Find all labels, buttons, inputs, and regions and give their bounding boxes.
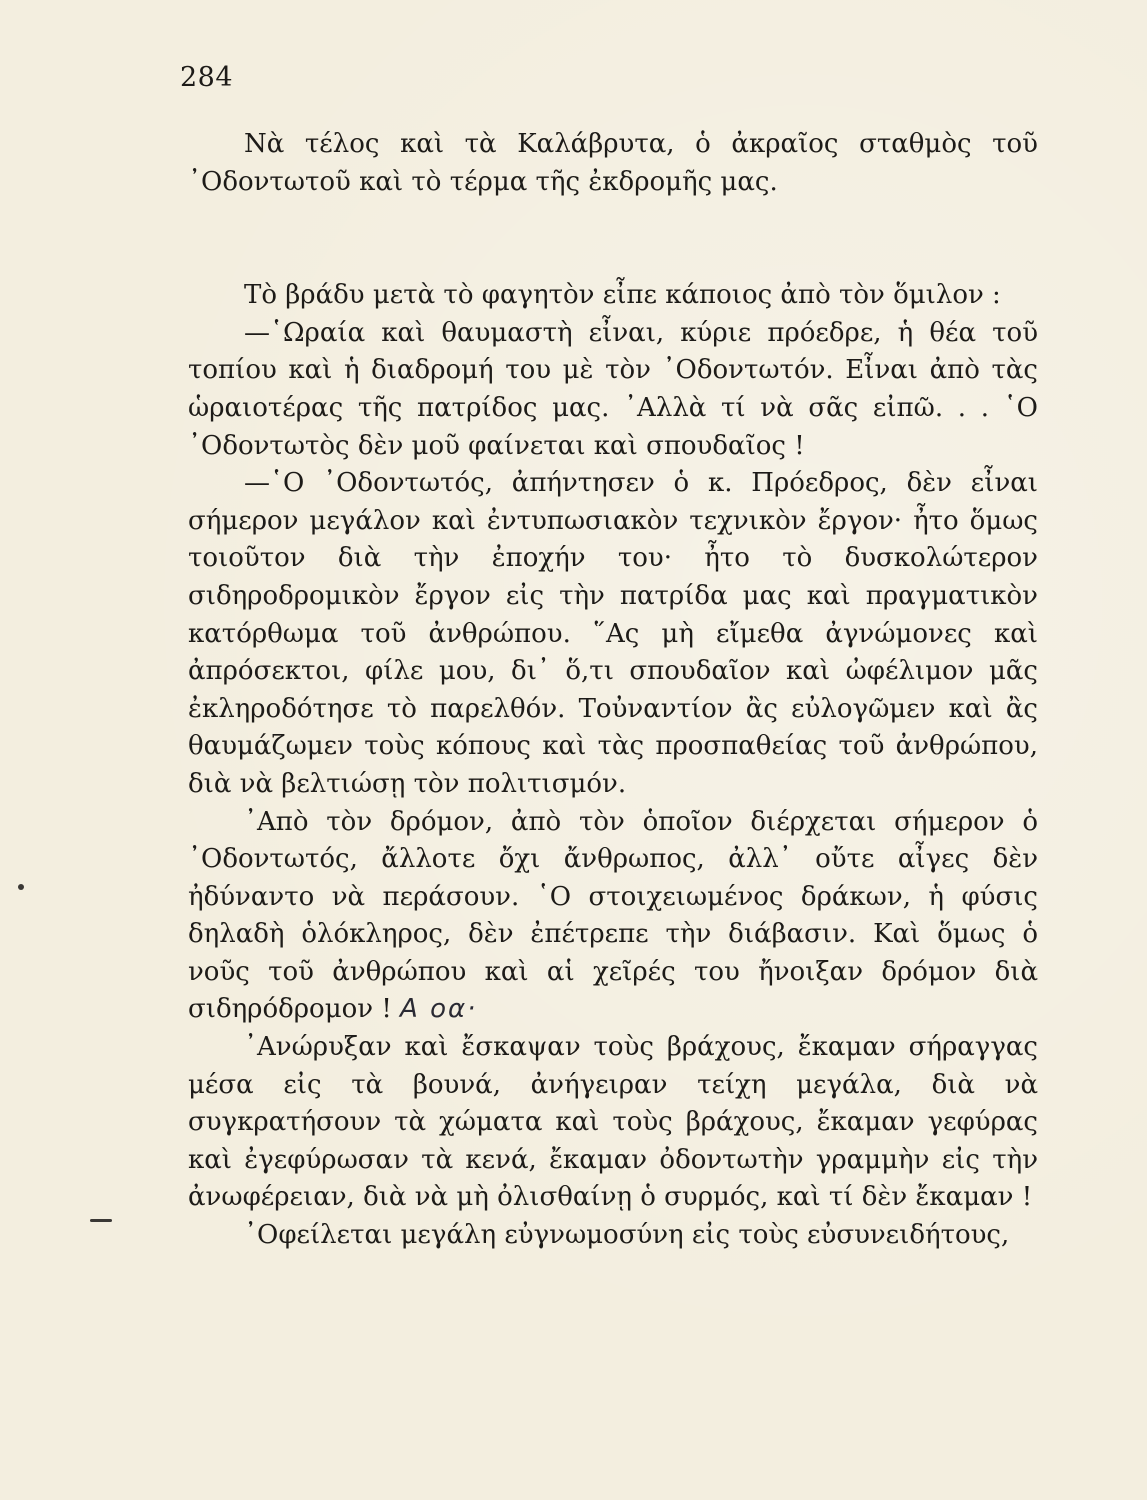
page-number: 284 bbox=[180, 62, 234, 93]
handwritten-note: Α οα· bbox=[400, 994, 478, 1025]
paragraph-2: Τὸ βράδυ μετὰ τὸ φαγητὸν εἶπε κάποιος ἀπὸ τὸν ὅμιλον : bbox=[244, 280, 1001, 311]
paragraph-4: —῾Ο ᾽Οδοντωτός, ἀπήντησεν ὁ κ. Πρόεδρος, δὲν εἶναι σήμερον μεγάλον καὶ ἐντυπωσιακὸν τεχνικὸν ἔργον· ἦτο ὅμως τοιοῦτον διὰ τὴν ἐποχήν του· ἦτο τὸ δυσκολώτερον σιδηροδρομικὸν ἔργον εἰς τὴν πατρίδα μας καὶ πραγματικὸν κατόρθωμα τοῦ ἀνθρώπου. ῞Ας μὴ εἴμεθα ἀγνώμονες καὶ ἀπρόσεκτοι, φίλε μου, δι᾽ ὅ,τι σπουδαῖον καὶ ὠφέλιμον μᾶς ἐκληροδότησε τὸ παρελθόν. Τοὐναντίον ἂς εὐλογῶμεν καὶ ἂς θαυμάζωμεν τοὺς κόπους καὶ τὰς προσπαθείας τοῦ ἀνθρώπου, διὰ νὰ βελτιώσῃ τὸν πολιτισμόν. bbox=[188, 468, 1038, 799]
paragraph-7: ᾽Οφείλεται μεγάλη εὐγνωμοσύνη εἰς τοὺς εὐσυνειδήτους, bbox=[244, 1220, 1010, 1251]
paragraph-1: Νὰ τέλος καὶ τὰ Καλάβρυτα, ὁ ἀκραῖος σταθμὸς τοῦ ᾽Οδοντωτοῦ καὶ τὸ τέρμα τῆς ἐκδρομῆς μας. bbox=[188, 129, 1038, 197]
paragraph-5-text: ᾽Απὸ τὸν δρόμον, ἀπὸ τὸν ὁποῖον διέρχεται σήμερον ὁ ᾽Οδοντωτός, ἄλλοτε ὄχι ἄνθρωπος, ἀλλ᾽ οὔτε αἶγες δὲν ἠδύναντο νὰ περάσουν. ῾Ο στοιχειωμένος δράκων, ἡ φύσις δηλαδὴ ὁλόκληρος, δὲν ἐπέτρεπε τὴν διάβασιν. Καὶ ὅμως ὁ νοῦς τοῦ ἀνθρώπου καὶ αἱ χεῖρές του ἤνοιξαν δρόμον διὰ σιδηρόδρομον ! bbox=[188, 806, 1038, 1025]
paragraph-3: —῾Ωραία καὶ θαυμαστὴ εἶναι, κύριε πρόεδρε, ἡ θέα τοῦ τοπίου καὶ ἡ διαδρομή του μὲ τὸν ᾽Οδοντωτόν. Εἶναι ἀπὸ τὰς ὡραιοτέρας τῆς πατρίδος μας. ᾽Αλλὰ τί νὰ σᾶς εἰπῶ. . . ῾Ο ᾽Οδοντωτὸς δὲν μοῦ φαίνεται καὶ σπουδαῖος ! bbox=[188, 317, 1038, 461]
paragraph-6: ᾽Ανώρυξαν καὶ ἔσκαψαν τοὺς βράχους, ἔκαμαν σήραγγας μέσα εἰς τὰ βουνά, ἀνήγειραν τείχη μεγάλα, διὰ νὰ συγκρατήσουν τὰ χώματα καὶ τοὺς βράχους, ἔκαμαν γεφύρας καὶ ἐγεφύρωσαν τὰ κενά, ἔκαμαν ὀδοντωτὴν γραμμὴν εἰς τὴν ἀνωφέρειαν, διὰ νὰ μὴ ὀλισθαίνῃ ὁ συρμός, καὶ τί δὲν ἔκαμαν ! bbox=[188, 1032, 1038, 1213]
margin-dash bbox=[90, 1219, 112, 1222]
margin-dot bbox=[18, 884, 24, 890]
body-text bbox=[188, 126, 1038, 1255]
paragraph-5 bbox=[188, 804, 1038, 1030]
